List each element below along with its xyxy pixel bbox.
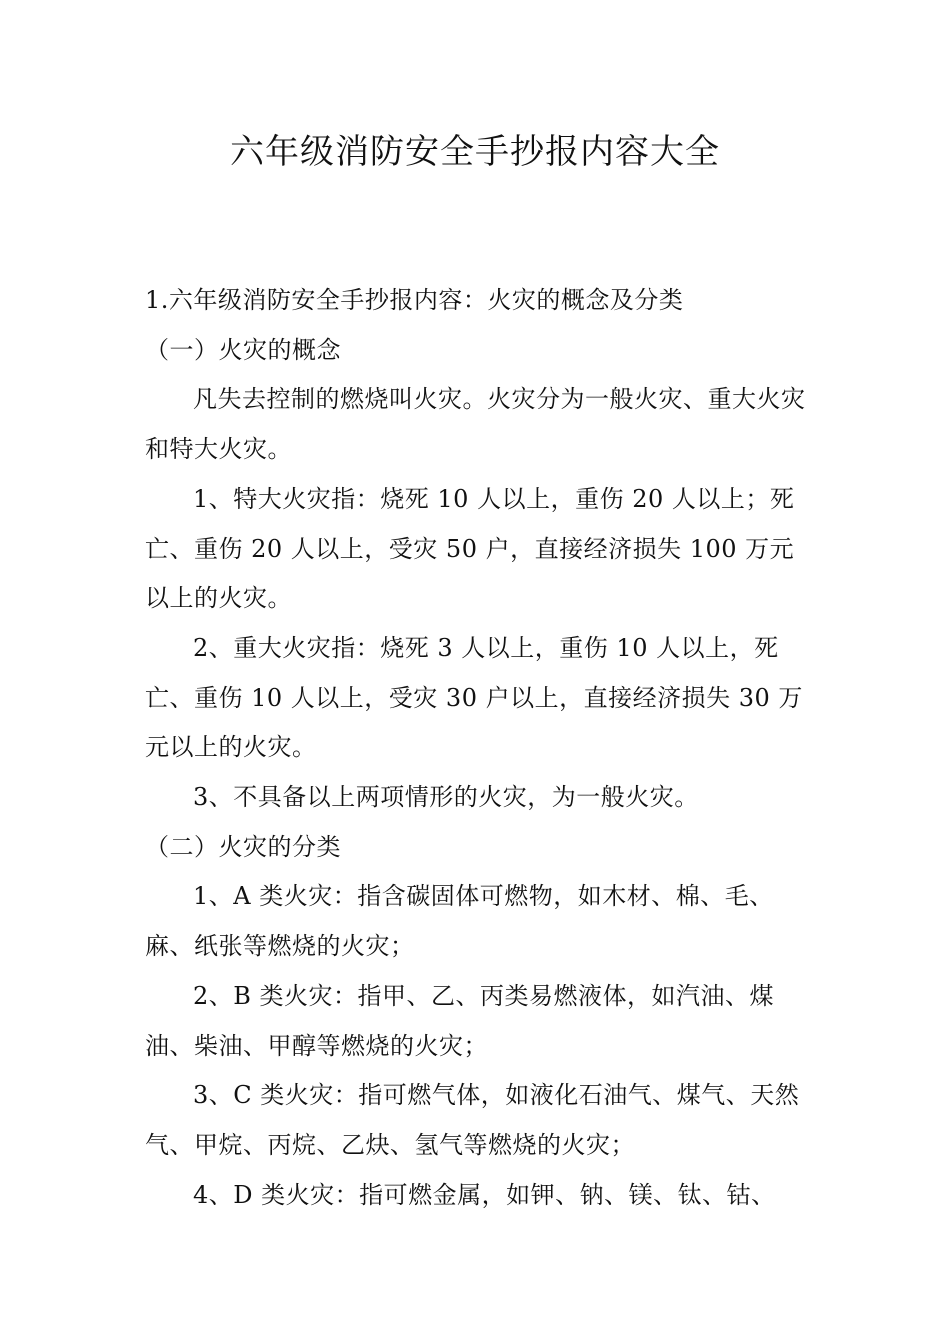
paragraph-major-fire: 1、特大火灾指：烧死 10 人以上，重伤 20 人以上；死亡、重伤 20 人以上，受灾 50 户，直接经济损失 100 万元以上的火灾。 [145,484,795,613]
subsection-heading-concept: （一）火灾的概念 [145,335,341,364]
subsection-heading-classification: （二）火灾的分类 [145,832,341,861]
paragraph-general-fire: 3、不具备以上两项情形的火灾，为一般火灾。 [193,783,699,812]
paragraph-concept-intro: 凡失去控制的燃烧叫火灾。火灾分为一般火灾、重大火灾和特大火灾。 [145,385,806,464]
paragraph-serious-fire: 2、重大火灾指：烧死 3 人以上，重伤 10 人以上，死亡、重伤 10 人以上，受灾 30 户以上，直接经济损失 30 万元以上的火灾。 [145,633,803,762]
paragraph-class-c: 3、C 类火灾：指可燃气体，如液化石油气、煤气、天然气、甲烷、丙烷、乙炔、氢气等燃烧的火灾； [145,1081,800,1159]
paragraph-class-b: 2、B 类火灾：指甲、乙、丙类易燃液体，如汽油、煤油、柴油、甲醇等燃烧的火灾； [145,981,775,1060]
paragraph-class-a: 1、A 类火灾：指含碳固体可燃物，如木材、棉、毛、麻、纸张等燃烧的火灾； [145,882,774,961]
paragraph-class-d: 4、D 类火灾：指可燃金属，如钾、钠、镁、钛、钴、 [193,1180,776,1209]
document-title: 六年级消防安全手抄报内容大全 [230,132,720,172]
section-heading: 1.六年级消防安全手抄报内容：火灾的概念及分类 [145,286,684,314]
document-body [145,276,810,1220]
